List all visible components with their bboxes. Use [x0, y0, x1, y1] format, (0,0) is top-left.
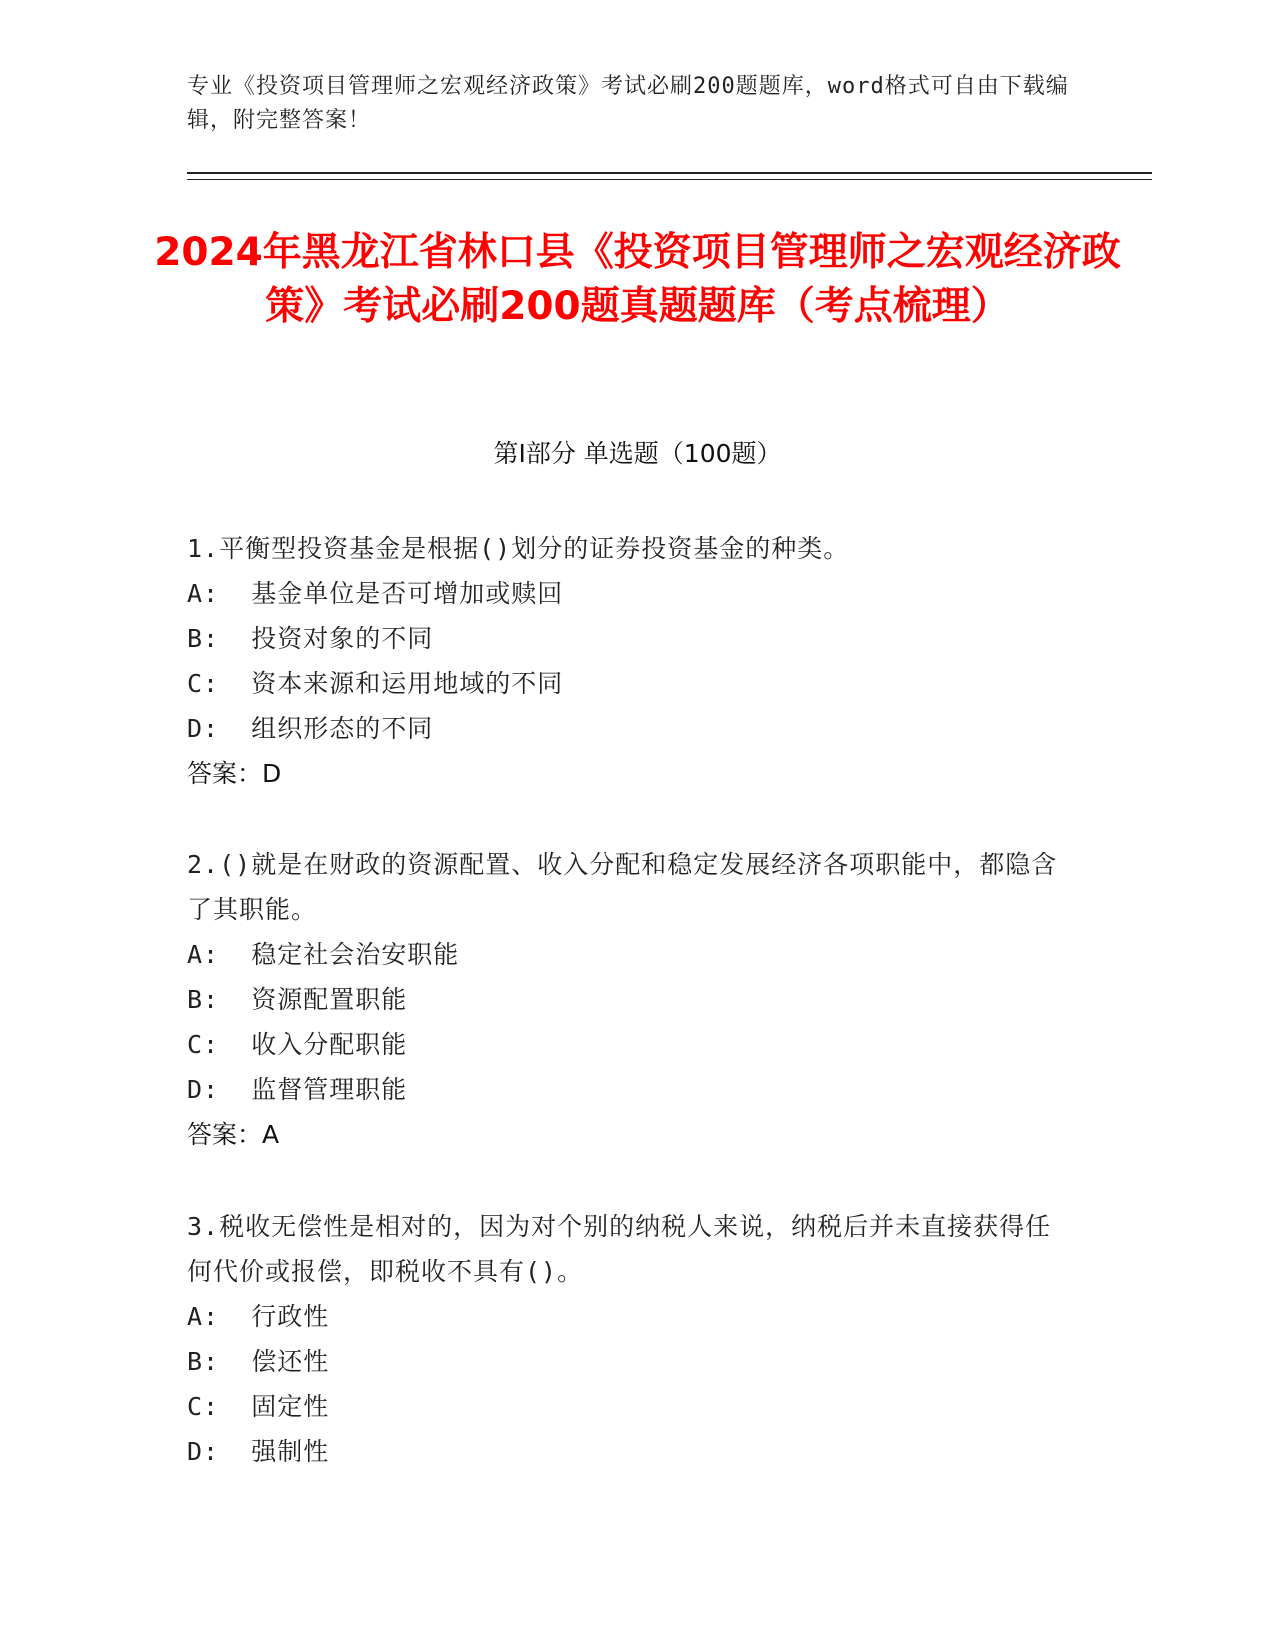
question-stem: 3.税收无偿性是相对的，因为对个别的纳税人来说，纳税后并未直接获得任何代价或报偿，即税收不具有()。 [187, 1212, 1052, 1286]
option-d: D: 组织形态的不同 [187, 714, 434, 743]
option-a: A: 基金单位是否可增加或赎回 [187, 579, 564, 608]
option-c: C: 固定性 [187, 1392, 330, 1421]
header-divider-thin [187, 179, 1152, 180]
question-3 [187, 1204, 1067, 1474]
document-title: 2024年黑龙江省林口县《投资项目管理师之宏观经济政策》考试必刷200题真题题库（考点梳理） [154, 230, 1121, 329]
option-b: B: 偿还性 [187, 1347, 330, 1376]
question-1 [187, 526, 1067, 797]
option-c: C: 资本来源和运用地域的不同 [187, 669, 564, 698]
option-a: A: 行政性 [187, 1302, 330, 1331]
question-2 [187, 842, 1067, 1158]
option-d: D: 强制性 [187, 1437, 330, 1466]
option-b: B: 资源配置职能 [187, 985, 408, 1014]
question-stem: 2.()就是在财政的资源配置、收入分配和稳定发展经济各项职能中，都隐含了其职能。 [187, 850, 1058, 924]
section-title: 第I部分 单选题（100题） [493, 439, 782, 468]
header-divider-thick [187, 172, 1152, 174]
answer-label: 答案：D [187, 759, 282, 788]
option-b: B: 投资对象的不同 [187, 624, 434, 653]
option-c: C: 收入分配职能 [187, 1030, 408, 1059]
question-stem: 1.平衡型投资基金是根据()划分的证券投资基金的种类。 [187, 534, 850, 563]
answer-label: 答案：A [187, 1120, 280, 1149]
option-d: D: 监督管理职能 [187, 1075, 408, 1104]
option-a: A: 稳定社会治安职能 [187, 940, 460, 969]
header-note: 专业《投资项目管理师之宏观经济政策》考试必刷200题题库，word格式可自由下载编辑，附完整答案！ [187, 74, 1069, 133]
